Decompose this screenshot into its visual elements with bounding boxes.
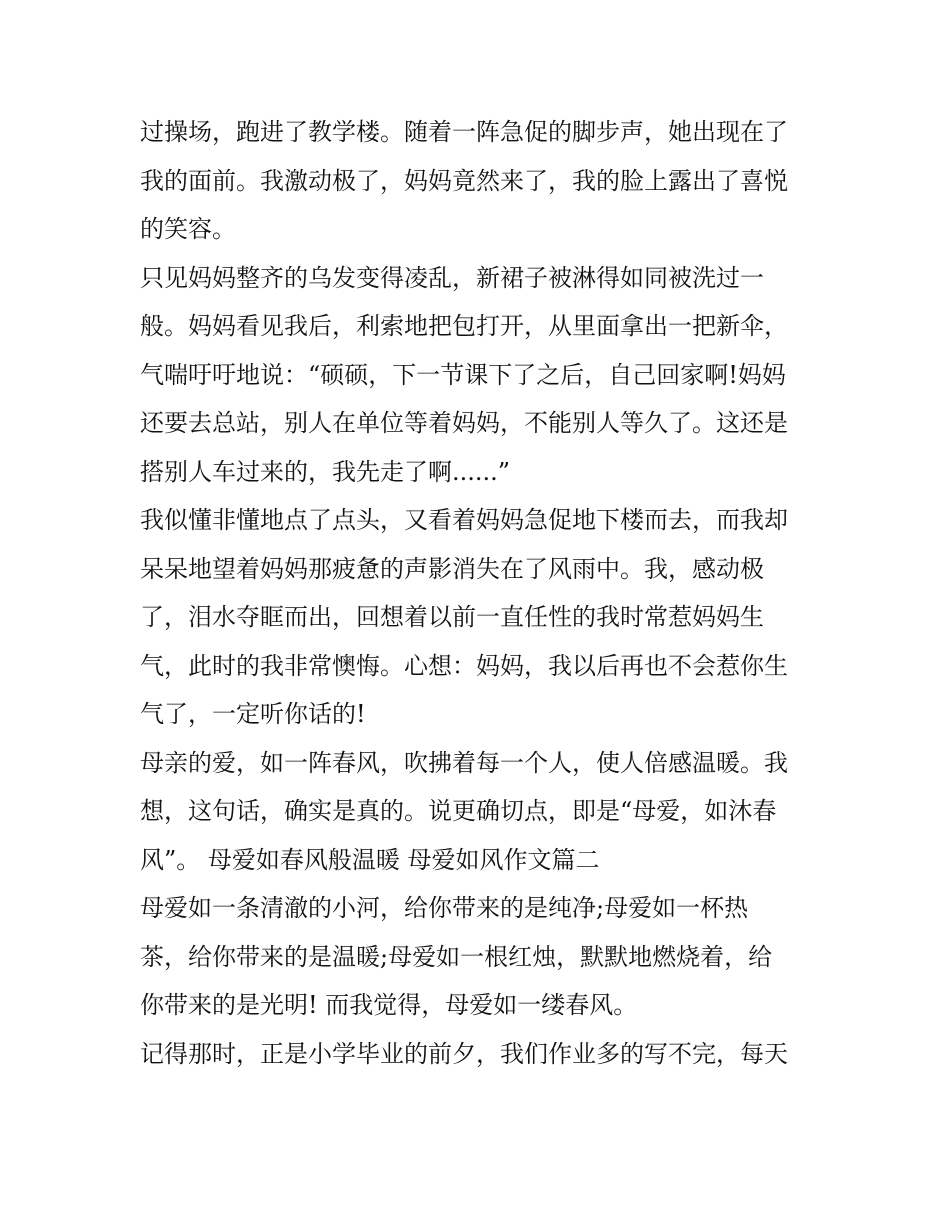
text-line: 风”。 母爱如春风般温暖 母爱如风作文篇二 — [140, 845, 600, 874]
text-line: 还要去总站，别人在单位等着妈妈，不能别人等久了。这还是 — [140, 409, 788, 437]
text-line: 过操场，跑进了教学楼。随着一阵急促的脚步声，她出现在了 — [140, 118, 788, 146]
text-line: 记得那时，正是小学毕业的前夕，我们作业多的写不完，每天 — [140, 1039, 788, 1068]
text-line: 只见妈妈整齐的乌发变得凌乱，新裙子被淋得如同被洗过一 — [140, 263, 764, 292]
text-line: 气，此时的我非常懊悔。心想：妈妈，我以后再也不会惹你生 — [140, 651, 788, 680]
text-line: 般。妈妈看见我后，利索地把包打开，从里面拿出一把新伞， — [140, 312, 788, 340]
text-line: 茶，给你带来的是温暖;母爱如一根红烛，默默地燃烧着，给 — [140, 942, 773, 971]
text-line: 我似懂非懂地点了点头，又看着妈妈急促地下楼而去，而我却 — [140, 506, 788, 534]
text-line: 的笑容。 — [140, 215, 236, 243]
text-line: 母亲的爱，如一阵春风，吹拂着每一个人，使人倍感温暖。我 — [140, 748, 788, 777]
text-line: 搭别人车过来的，我先走了啊......” — [140, 457, 511, 486]
text-line: 母爱如一条清澈的小河，给你带来的是纯净;母爱如一杯热 — [140, 894, 749, 922]
text-line: 气喘吁吁地说：“硕硕，下一节课下了之后，自己回家啊!妈妈 — [140, 360, 786, 389]
text-line: 呆呆地望着妈妈那疲惫的声影消失在了风雨中。我，感动极 — [140, 554, 764, 583]
text-line: 你带来的是光明! 而我觉得，母爱如一缕春风。 — [140, 991, 638, 1019]
text-line: 气了，一定听你话的! — [140, 700, 366, 728]
text-line: 了，泪水夺眶而出，回想着以前一直任性的我时常惹妈妈生 — [140, 603, 764, 631]
text-line: 我的面前。我激动极了，妈妈竟然来了，我的脸上露出了喜悦 — [140, 166, 788, 195]
essay-text — [140, 108, 820, 1078]
text-line: 想，这句话，确实是真的。说更确切点，即是“母爱，如沐春 — [140, 797, 777, 825]
